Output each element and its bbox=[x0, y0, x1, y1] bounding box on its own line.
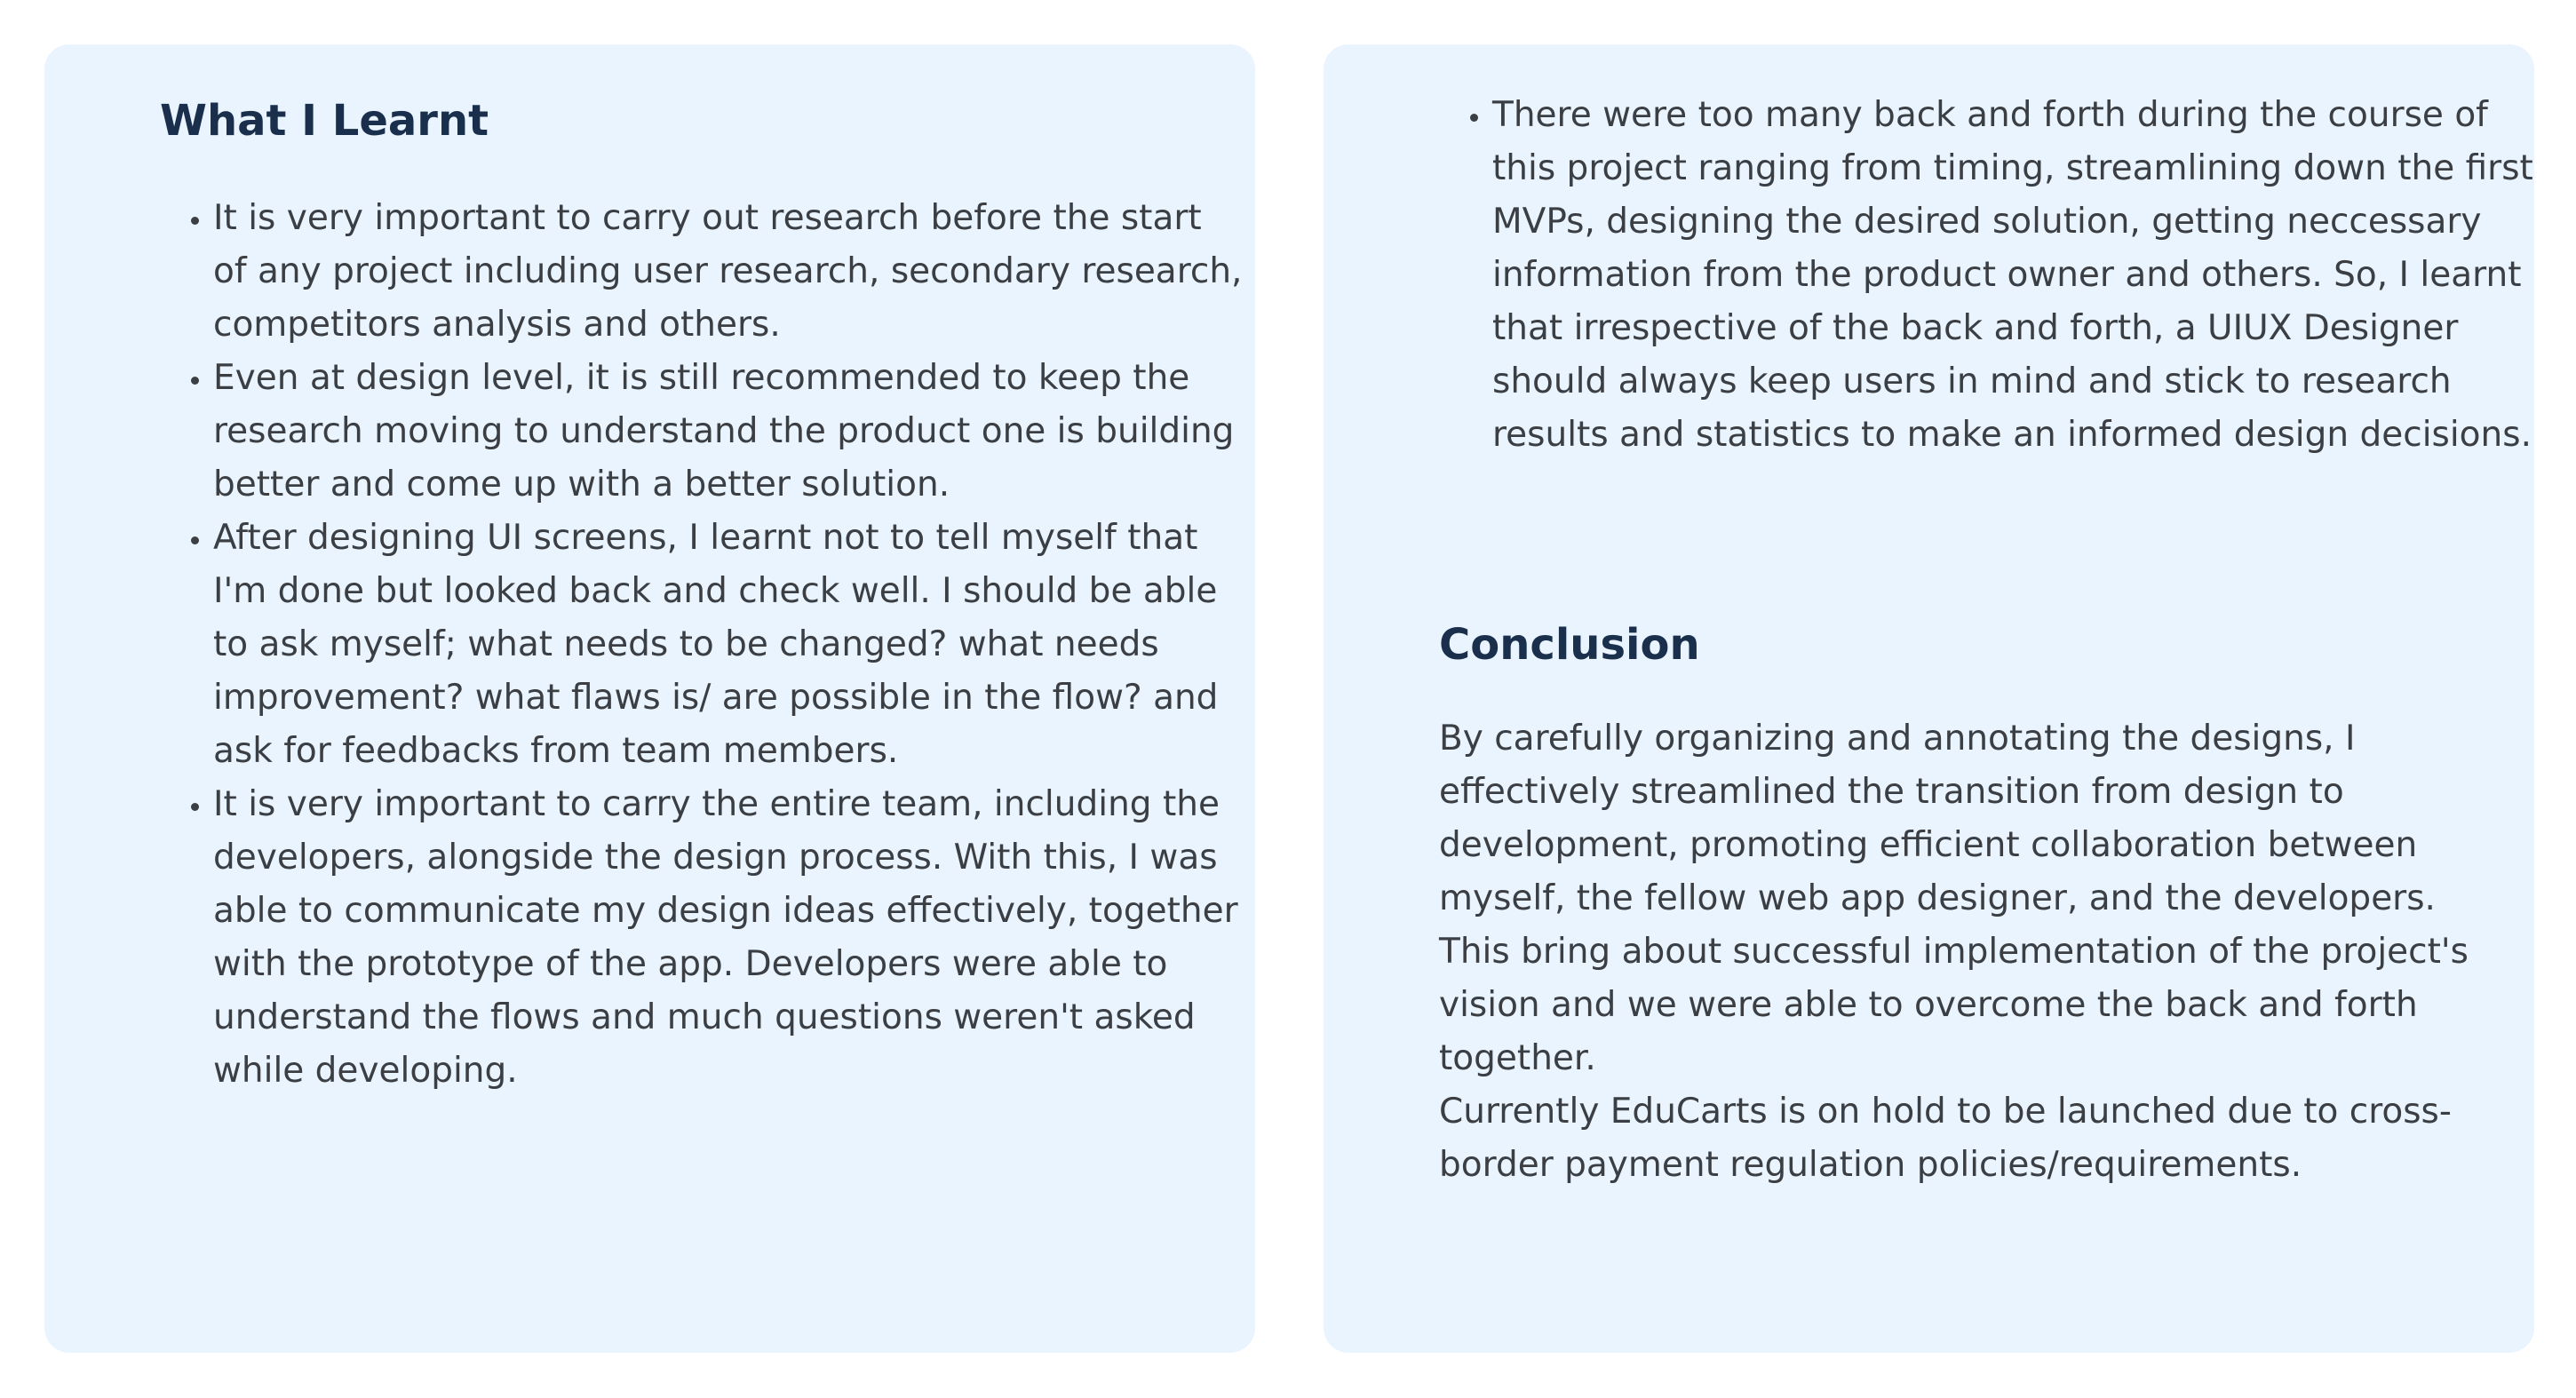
learnt-list bbox=[160, 192, 1244, 1098]
list-item: • There were too many back and forth during the course of this project ranging from timing, streamlining down the first MVPs, designing the desired solution, getting neccessary information from the product owner and others. So, I learnt that irrespective of the back and forth, a UIUX Designer should always keep users in mind and stick to research results and statistics to make an informed design decisions. bbox=[1492, 89, 2540, 462]
what-i-learnt-card bbox=[44, 44, 1255, 1353]
conclusion-paragraph: By carefully organizing and annotating the designs, I effectively streamlined the transition from design to development, promoting efficient collaboration between myself, the fellow web app designer, and the developers. This bring about successful implementation of the project's vision and we were able to overcome the back and forth together. bbox=[1439, 719, 2469, 1078]
list-item: • Even at design level, it is still recommended to keep the research moving to understand the product one is building better and come up with a better solution. bbox=[213, 352, 1244, 512]
list-item: • It is very important to carry the entire team, including the developers, alongside the design process. With this, I was able to communicate my design ideas effectively, together with the prototype of the app. Developers were able to understand the flows and much questions weren't asked while developing. bbox=[213, 778, 1244, 1098]
learnt-list-continued bbox=[1439, 89, 2540, 462]
conclusion-status-paragraph: Currently EduCarts is on hold to be launched due to cross-border payment regulation policies/requirements. bbox=[1439, 1092, 2452, 1185]
conclusion-card bbox=[1324, 44, 2534, 1353]
conclusion-text bbox=[1439, 712, 2496, 1192]
conclusion-heading: Conclusion bbox=[1439, 620, 1700, 670]
what-i-learnt-heading: What I Learnt bbox=[160, 96, 489, 146]
list-item: • It is very important to carry out research before the start of any project including user research, secondary research, competitors analysis and others. bbox=[213, 192, 1244, 352]
list-item: • After designing UI screens, I learnt not to tell myself that I'm done but looked back and check well. I should be able to ask myself; what needs to be changed? what needs improvement? what flaws is/ are possible in the flow? and ask for feedbacks from team members. bbox=[213, 512, 1244, 778]
